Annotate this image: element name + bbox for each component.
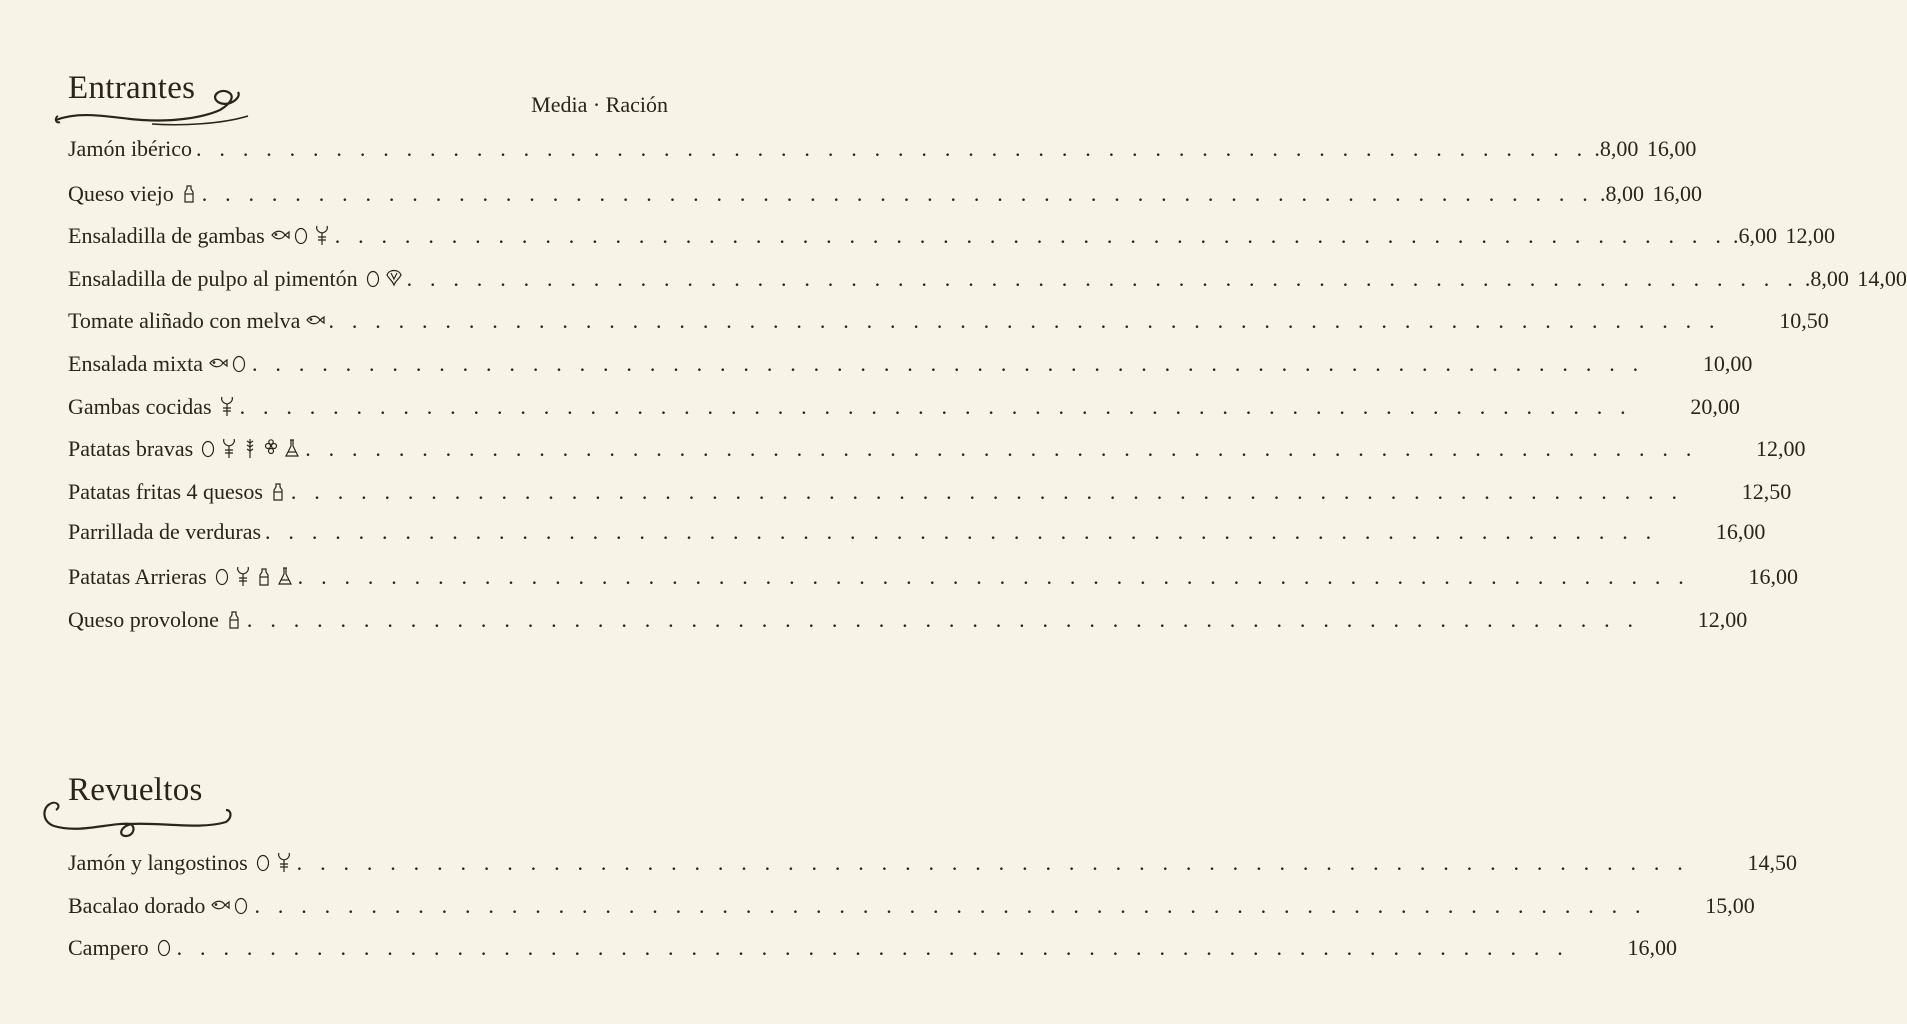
dot-leader: . . . . . . . . . . . . . . . . . . . . . . . . . . . . . . . . . . . . . . . . . . . . . . . . . . . . . . . . . . . .	[254, 892, 1647, 918]
milk-icon	[225, 608, 243, 630]
dot-leader: . . . . . . . . . . . . . . . . . . . . . . . . . . . . . . . . . . . . . . . . . . . . . . . . . . . . . . . . . . . .	[328, 308, 1721, 334]
crustacean-icon	[275, 851, 293, 873]
price-racion: 10,50	[1779, 308, 1829, 334]
egg-icon	[230, 352, 248, 374]
menu-item-row	[68, 891, 1755, 921]
dot-leader: . . . . . . . . . . . . . . . . . . . . . . . . . . . . . . . . . . . . . . . . . . . . . . . . . . . . . . . . . . . .	[334, 223, 1728, 249]
price-group	[1648, 351, 1752, 377]
menu-item-row	[68, 179, 1703, 209]
dot-leader: . . . . . . . . . . . . . . . . . . . . . . . . . . . . . . . . . . . . . . . . . . . . . . . . . . . . . . . . . . . .	[305, 436, 1698, 462]
allergen-icons	[209, 352, 248, 374]
price-group	[1693, 850, 1797, 876]
crustacean-icon	[313, 224, 331, 246]
price-racion: 20,00	[1690, 393, 1740, 419]
dot-leader: . . . . . . . . . . . . . . . . . . . . . . . . . . . . . . . . . . . . . . . . . . . . . . . . . . . . . . . . . . . .	[252, 351, 1645, 376]
price-racion: 12,50	[1741, 478, 1792, 504]
price-media: .8,00	[1594, 136, 1639, 161]
price-racion: 14,00	[1857, 265, 1907, 291]
allergen-icons	[271, 224, 331, 246]
allergen-icons	[180, 182, 198, 204]
dot-leader: . . . . . . . . . . . . . . . . . . . . . . . . . . . . . . . . . . . . . . . . . . . . . . . . . . . . . . . . . . . .	[290, 478, 1684, 504]
egg-icon	[292, 224, 310, 246]
price-group	[1687, 479, 1791, 505]
egg-icon	[213, 565, 231, 587]
price-racion: 16,00	[1715, 519, 1766, 545]
price-group	[1573, 935, 1677, 961]
allergen-icons	[269, 480, 287, 502]
mustard-icon	[262, 437, 280, 459]
fish-icon	[209, 352, 227, 374]
menu-item-row	[68, 349, 1753, 379]
price-racion: 16,00	[1627, 935, 1677, 961]
menu-item-name: Ensaladilla de pulpo al pimentón	[68, 265, 358, 291]
price-group	[1636, 394, 1740, 420]
allergen-icons	[213, 565, 294, 587]
price-racion: 16,00	[1748, 564, 1798, 589]
menu-item-name: Patatas Arrieras	[68, 564, 207, 589]
price-group	[1731, 223, 1835, 249]
allergen-icons	[364, 267, 403, 289]
price-group	[1702, 436, 1806, 462]
price-group	[1725, 308, 1829, 334]
dot-leader: . . . . . . . . . . . . . . . . . . . . . . . . . . . . . . . . . . . . . . . . . . . . . . . . . . . . . . . . . . . .	[176, 935, 1569, 961]
menu-item-row	[68, 848, 1797, 878]
crustacean-icon	[234, 565, 252, 587]
menu-item-row	[68, 136, 1697, 166]
price-group	[1643, 607, 1747, 633]
menu-item-name: Jamón ibérico	[68, 136, 193, 161]
fish-icon	[271, 224, 289, 246]
menu-item-name: Parrillada de verduras	[68, 519, 262, 545]
price-media: .6,00	[1733, 223, 1778, 249]
milk-icon	[269, 480, 287, 502]
dot-leader: . . . . . . . . . . . . . . . . . . . . . . . . . . . . . . . . . . . . . . . . . . . . . . . . . . . . . . . . . . . .	[201, 180, 1595, 206]
sulphites-icon	[283, 437, 301, 459]
menu-item-row	[68, 221, 1836, 251]
dot-leader: . . . . . . . . . . . . . . . . . . . . . . . . . . . . . . . . . . . . . . . . . . . . . . . . . . . . . . . . . . . .	[196, 136, 1589, 161]
dot-leader: . . . . . . . . . . . . . . . . . . . . . . . . . . . . . . . . . . . . . . . . . . . . . . . . . . . . . . . . . . . .	[296, 850, 1689, 875]
menu-item-name: Ensaladilla de gambas	[68, 223, 265, 249]
egg-icon	[364, 267, 382, 289]
egg-icon	[232, 894, 250, 916]
price-racion: 12,00	[1756, 436, 1806, 462]
column-header-media-racion: Media · Ración	[531, 92, 668, 117]
menu-item-row	[68, 519, 1766, 549]
mollusc-icon	[385, 267, 403, 289]
dot-leader: . . . . . . . . . . . . . . . . . . . . . . . . . . . . . . . . . . . . . . . . . . . . . . . . . . . . . . . . . . . .	[246, 606, 1640, 632]
menu-item-row	[68, 477, 1792, 507]
price-racion: 12,00	[1697, 606, 1748, 632]
price-group	[1592, 136, 1696, 162]
menu-item-row	[68, 392, 1740, 422]
price-group	[1803, 266, 1907, 292]
price-racion: 16,00	[1652, 180, 1703, 206]
menu-item-name: Tomate aliñado con melva	[68, 308, 301, 334]
price-racion: 16,00	[1646, 136, 1697, 161]
menu-item-name: Campero	[68, 935, 149, 961]
allergen-icons	[225, 608, 243, 630]
dot-leader: . . . . . . . . . . . . . . . . . . . . . . . . . . . . . . . . . . . . . . . . . . . . . . . . . . . . . . . . . . . .	[406, 265, 1799, 291]
price-racion: 12,00	[1785, 223, 1836, 249]
price-media: .8,00	[1600, 180, 1645, 206]
menu-item-name: Patatas bravas	[68, 436, 194, 462]
milk-icon	[180, 182, 198, 204]
menu-item-name: Queso provolone	[68, 606, 219, 632]
allergen-icons	[218, 395, 236, 417]
allergen-icons	[155, 936, 173, 958]
crustacean-icon	[218, 395, 236, 417]
allergen-icons	[199, 437, 301, 459]
egg-icon	[254, 851, 272, 873]
allergen-icons	[306, 309, 324, 331]
price-racion: 10,00	[1702, 351, 1753, 376]
crustacean-icon	[220, 437, 238, 459]
menu-item-name: Jamón y langostinos	[68, 850, 248, 875]
flourish-ornament	[40, 796, 236, 844]
flourish-ornament	[52, 84, 252, 132]
price-media: .8,00	[1804, 265, 1849, 291]
menu-item-row	[68, 434, 1806, 464]
price-group	[1598, 181, 1702, 207]
price-racion: 15,00	[1705, 892, 1755, 918]
allergen-icons	[211, 894, 250, 916]
menu-item-row	[68, 562, 1798, 592]
allergen-icons	[254, 851, 293, 873]
section-title-entrantes: Entrantes	[68, 70, 196, 106]
milk-icon	[255, 565, 273, 587]
menu-item-name: Ensalada mixta	[68, 351, 204, 376]
fish-icon	[211, 894, 229, 916]
menu-item-row	[68, 306, 1829, 336]
dot-leader: . . . . . . . . . . . . . . . . . . . . . . . . . . . . . . . . . . . . . . . . . . . . . . . . . . . . . . . . . . . .	[239, 393, 1632, 419]
dot-leader: . . . . . . . . . . . . . . . . . . . . . . . . . . . . . . . . . . . . . . . . . . . . . . . . . . . . . . . . . . . .	[297, 564, 1690, 589]
fish-icon	[306, 309, 324, 331]
gluten-icon	[241, 437, 259, 459]
dot-leader: . . . . . . . . . . . . . . . . . . . . . . . . . . . . . . . . . . . . . . . . . . . . . . . . . . . . . . . . . . . .	[265, 519, 1658, 545]
price-group	[1661, 519, 1765, 545]
menu-item-row	[68, 605, 1748, 635]
menu-item-name: Bacalao dorado	[68, 892, 206, 918]
egg-icon	[199, 437, 217, 459]
price-group	[1694, 564, 1798, 590]
price-racion: 14,50	[1747, 850, 1797, 875]
menu-item-row	[68, 264, 1907, 294]
menu-item-name: Gambas cocidas	[68, 393, 212, 419]
menu-item-name: Patatas fritas 4 quesos	[68, 478, 263, 504]
egg-icon	[155, 936, 173, 958]
menu-item-name: Queso viejo	[68, 180, 174, 206]
menu-item-row	[68, 933, 1677, 963]
section-title-revueltos: Revueltos	[68, 772, 203, 808]
price-group	[1651, 893, 1755, 919]
sulphites-icon	[276, 565, 294, 587]
